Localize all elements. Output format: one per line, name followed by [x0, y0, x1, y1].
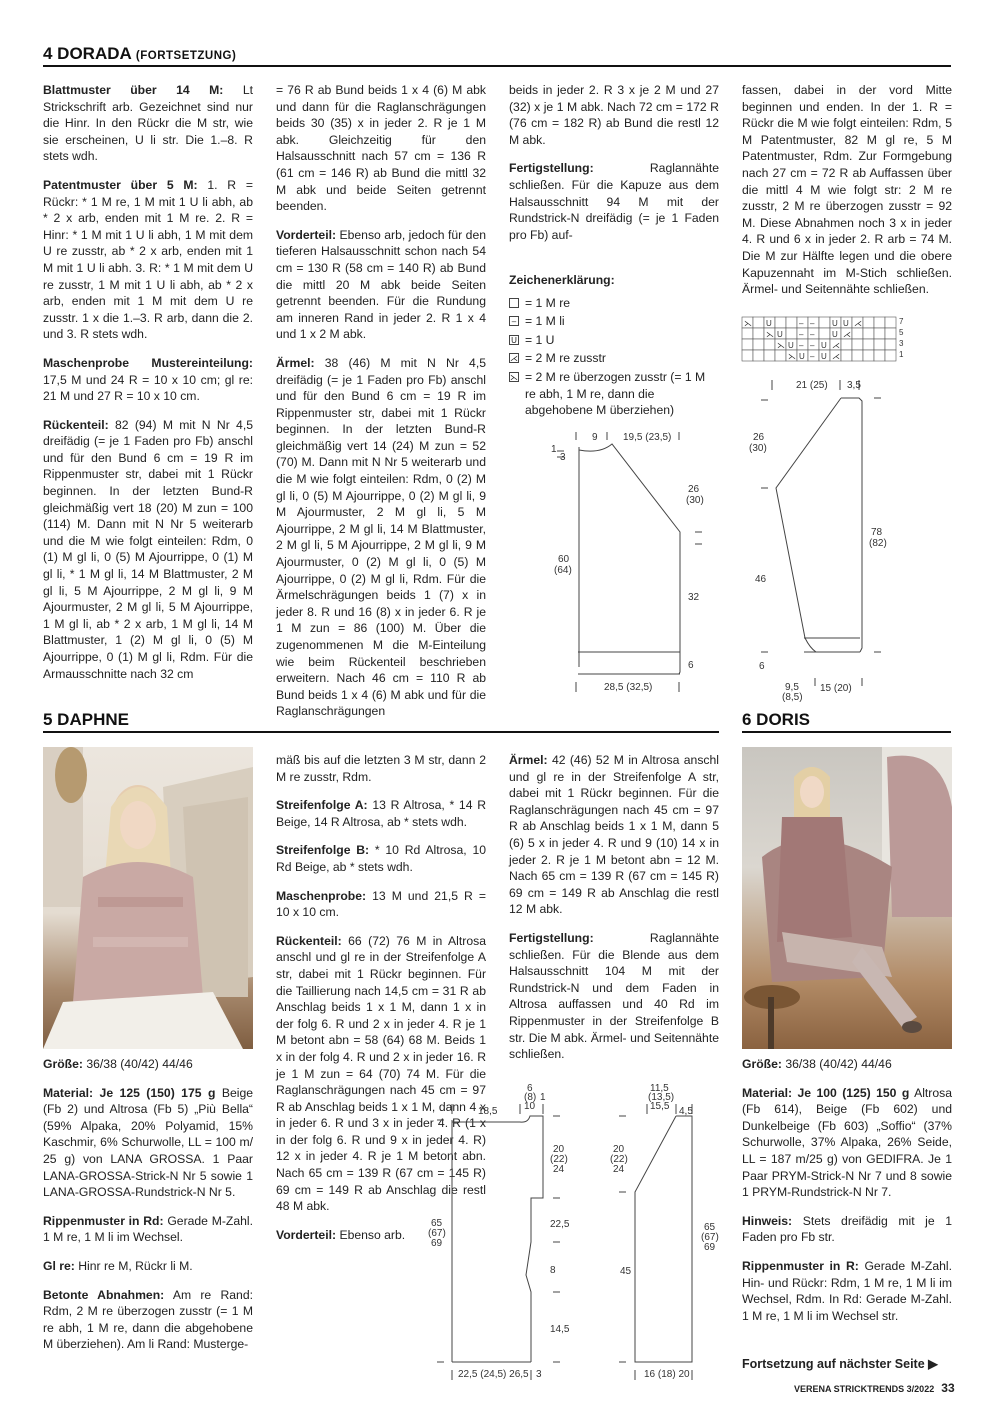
legend-symbol-icon: – — [509, 316, 519, 326]
chart-cell — [863, 350, 874, 361]
chart-row-5: 5 — [899, 328, 904, 337]
chart-cell — [764, 339, 775, 350]
chart-symbol: U — [788, 341, 794, 350]
paragraph — [276, 888, 486, 921]
dorada-sleeve-dim-b: 3,5 — [847, 380, 861, 391]
chart-symbol: ⋋ — [744, 319, 752, 328]
paragraph — [276, 842, 486, 875]
chart-symbol: – — [799, 319, 804, 328]
paragraph-text: Altrosa (Fb 614), Beige (Fb 602) und Dunkelbeige (Fb 603) „Soffio“ (37% Schurwolle, 37% Alpaka, 26% Seide, LL = 187 m/25 g) von GEDIFRA. Je 1 Paar PRYM-Strick-N Nr 7 und 8 sowie 1 PRYM-Rundstrick-N Nr 7. — [742, 1085, 953, 1200]
daphne-body-schematic — [428, 1080, 578, 1380]
chart-cell — [786, 328, 797, 339]
paragraph-heading: Fertigstellung: — [509, 161, 594, 176]
paragraph — [509, 160, 719, 243]
chart-symbol: U — [832, 330, 838, 339]
chart-cell — [775, 350, 786, 361]
paragraph — [43, 355, 253, 405]
chart-cell — [764, 350, 775, 361]
chart-cell — [753, 350, 764, 361]
chart-symbol: ⋌ — [832, 341, 840, 350]
paragraph-text: 38 (46) M mit N Nr 4,5 dreifädig (= je 1 Faden pro Fb) anschl und für den Bund 6 cm = 19 R im Rippenmuster str, dabei mit 1 Rückr beginnen. In der letzten Bund-R gleichmäßig vert 14 (24) M zun = 52 (70) M. Dann mit N Nr 5 weiterarb und die M wie folgt einteilen: Rdm, 0 (2) M gl li, 0 (5) M Ajourrippe, 0 (2) M gl li, 9 M Ajourmuster, 2 M gl li, 5 M Ajourrippe, 2 M gl li, 14 M Blattmuster, 2 M gl li, 5 M Ajourrippe, 2 M gl li, 9 M Ajourmuster, 0 (2) M gl li, 0 (5) M Ajourrippe, 0 (2) M gl li, Rdm. Für die Ärmelschrägungen beids 1 (7) x in jeder 8. R und 16 (8) x in jeder 6. R je 1 M zun = 86 (100) M. Über die zugenommenen M die M-Einteilung wie beim Rückenteil beschrieben erweitern. Nach 46 cm = 110 R ab Bund beids 1 x 4 (6) M abk und für die Raglanschrägungen — [276, 355, 486, 719]
chart-cell — [852, 339, 863, 350]
paragraph-heading: Blattmuster über 14 M: — [43, 83, 224, 97]
paragraph-heading: Rippenmuster in R: — [742, 1258, 859, 1273]
paragraph-text: = 76 R ab Bund beids 1 x 4 (6) M abk und dann für die Raglanschrägungen beids 30 (35) x in jeder 2. R je 1 M abk. Gleichzeitig für den Halsausschnitt nach 57 cm = 136 R (61 cm = 146 R) ab Bund die mittl 32 M abk und beide Seiten getrennt beenden. — [276, 83, 486, 214]
paragraph-heading: Betonte Abnahmen: — [43, 1287, 165, 1302]
dorada-sleeve-dim-g: 9,5 (8,5) — [782, 682, 803, 703]
legend-item — [509, 350, 719, 367]
dorada-body-dim-f: 60 (64) — [554, 554, 572, 576]
daphne-body-dim-i: 22,5 (24,5) 26,5 — [458, 1369, 529, 1380]
dorada-sleeve-dim-h: 15 (20) — [820, 683, 852, 694]
paragraph-heading: Material: Je 125 (150) 175 g — [43, 1085, 216, 1100]
legend-symbol-icon: U — [509, 335, 519, 345]
paragraph-heading: Ärmel: — [509, 753, 548, 767]
legend-text: = 2 M re zusstr — [525, 351, 606, 366]
paragraph-heading: Vorderteil: — [276, 227, 337, 242]
paragraph-text: Hinr re M, Rückr li M. — [78, 1258, 193, 1273]
section-5-rule — [43, 731, 719, 733]
paragraph-heading: Maschenprobe Mustereinteilung: — [43, 355, 253, 370]
chart-cell — [841, 350, 852, 361]
daphne-body-dim-d: 20 (22) 24 — [550, 1144, 568, 1175]
paragraph-heading: Material: Je 100 (125) 150 g — [742, 1085, 910, 1100]
paragraph-text: 36/38 (40/42) 44/46 — [86, 1057, 193, 1071]
dorada-sleeve-dim-d: 78 (82) — [869, 527, 887, 549]
chart-cell — [753, 328, 764, 339]
daphne-sleeve-dim-f: 16 (18) 20 — [644, 1369, 690, 1380]
paragraph — [742, 1085, 952, 1201]
chart-symbol: U — [821, 341, 827, 350]
legend-text: = 1 U — [525, 332, 555, 347]
paragraph — [276, 227, 486, 343]
paragraph-text: 13 R Altrosa, * 14 R Beige, 14 R Altrosa, ab * stets wdh. — [276, 798, 486, 829]
paragraph-text: 17,5 M und 24 R = 10 x 10 cm; gl re: 21 M und 27 R = 10 x 10 cm. — [43, 372, 253, 404]
dorada-body-dim-b: 19,5 (23,5) — [623, 432, 672, 443]
legend-list — [509, 295, 719, 419]
paragraph-text: 13 M und 21,5 R = 10 x 10 cm. — [276, 888, 486, 920]
chart-cell — [885, 350, 896, 361]
chart-cell — [841, 339, 852, 350]
paragraph-heading: Patentmuster über 5 M: — [43, 177, 198, 192]
paragraph — [742, 1056, 952, 1073]
paragraph-text: Am re Rand: Rdm, 2 M re überzogen zusstr (= 1 M re abh, 1 M re, dann die abgehobene M überziehen). Am li Rand: Musterge- — [43, 1287, 253, 1352]
paragraph-heading: Vorderteil: — [276, 1227, 337, 1242]
chart-cell — [852, 328, 863, 339]
paragraph-heading: Rückenteil: — [276, 933, 342, 948]
chart-symbol: U — [799, 352, 805, 361]
paragraph — [276, 797, 486, 830]
dorada-body-dim-i: 28,5 (32,5) — [604, 682, 653, 693]
paragraph — [276, 752, 486, 785]
chart-cell — [742, 350, 753, 361]
chart-symbol: U — [777, 330, 783, 339]
paragraph — [276, 82, 486, 215]
chart-symbol: ⋌ — [832, 352, 840, 361]
daphne-body-dim-a: 18,5 — [478, 1106, 498, 1117]
symbol-legend — [509, 272, 719, 421]
dorada-body-dim-a: 9 — [592, 432, 598, 443]
legend-symbol-icon — [509, 298, 519, 308]
legend-symbol-icon: ⋋ — [510, 372, 518, 382]
doris-photo — [742, 747, 952, 1049]
paragraph-heading: Streifenfolge B: — [276, 843, 370, 858]
paragraph-heading: Hinweis: — [742, 1213, 793, 1228]
paragraph-text: * 10 Rd Altrosa, 10 Rd Beige, ab * stets wdh. — [276, 843, 486, 874]
paragraph-text: Raglannähte schließen. Für die Blende aus dem Halsausschnitt 104 M mit der Rundstrick-N und dem Faden in Altrosa auffassen und 40 Rd im Rippenmuster in der Streifenfolge B str. Die M abk. Ärmel- und Seitennähte schließen. — [509, 930, 719, 1062]
daphne-body-dim-e: 65 (67) 69 — [428, 1218, 446, 1249]
section-4-rule — [43, 65, 951, 67]
paragraph-heading: Rückenteil: — [43, 417, 109, 432]
daphne-sleeve-schematic — [610, 1080, 720, 1380]
chart-cell — [863, 339, 874, 350]
chart-row-7: 7 — [899, 317, 904, 326]
dorada-column-3 — [509, 82, 719, 255]
daphne-photo-illustration — [43, 747, 253, 1049]
chart-cell — [742, 339, 753, 350]
chart-symbol: U — [832, 319, 838, 328]
chart-cell — [863, 317, 874, 328]
daphne-photo — [43, 747, 253, 1049]
chart-symbol: U — [821, 352, 827, 361]
dorada-body-dim-h: 6 — [688, 660, 694, 671]
chart-row-3: 3 — [899, 339, 904, 348]
paragraph — [43, 82, 253, 165]
paragraph-text: Stets dreifädig mit je 1 Faden pro Fb str. — [742, 1213, 953, 1245]
daphne-sleeve-dim-a: 11,5 (13,5) 15,5 — [648, 1083, 675, 1112]
paragraph — [43, 1085, 253, 1201]
daphne-column-3 — [509, 752, 719, 1075]
chart-symbol: – — [810, 319, 815, 328]
chart-symbol: – — [799, 330, 804, 339]
chart-cell — [885, 328, 896, 339]
paragraph — [43, 1056, 253, 1073]
paragraph-text: Beige (Fb 2) und Altrosa (Fb 5) „Più Bella“ (59% Alpaka, 20% Polyamid, 15% Kaschmir, 6% Schurwolle, LL = 100 m/ 25 g) von LANA GROSSA. 1 Paar LANA-GROSSA-Strick-N Nr 5 sowie 1 LANA-GROSSA-Rundstrick-N Nr 5. — [43, 1085, 254, 1200]
doris-photo-illustration — [742, 747, 952, 1049]
dorada-sleeve-dim-f: 6 — [759, 661, 765, 672]
chart-symbol: ⋌ — [854, 319, 862, 328]
chart-cell — [742, 328, 753, 339]
paragraph — [43, 1287, 253, 1353]
chart-symbol: ⋋ — [777, 341, 785, 350]
chart-cell — [863, 328, 874, 339]
chart-cell — [819, 328, 830, 339]
dorada-column-1 — [43, 82, 253, 694]
daphne-sleeve-dim-d: 65 (67) 69 — [701, 1222, 719, 1253]
paragraph-heading: Maschenprobe: — [276, 888, 367, 903]
chart-cell — [874, 339, 885, 350]
legend-item — [509, 295, 719, 312]
paragraph — [276, 355, 486, 720]
section-4-title: 4 DORADA (FORTSETZUNG) — [43, 44, 237, 63]
paragraph-text: fassen, dabei in der vord Mitte beginnen und enden. In der 1. R = Rückr die M wie folgt einteilen: Rdm, 5 M Patentmuster, 82 M gl re, 5 M Patentmuster, Rdm. Zur Formgebung nach 27 cm = 72 R ab Auffassen über die mittl 4 M wie folgt str: 2 M re zusstr, 2 M re überzogen zusstr = 92 M. Diese Abnahmen noch 3 x in jeder 4. R und 6 x in jeder 2. R arb = 74 M. Die M zur Hälfte legen und die obere Kapuzennaht im M-Stich schließen. Ärmel- und Seitennähte schließen. — [742, 83, 952, 297]
daphne-sleeve-dim-c: 20 (22) 24 — [610, 1144, 628, 1175]
doris-column — [742, 1056, 952, 1336]
chart-symbol: – — [810, 352, 815, 361]
dorada-body-dim-d: 3 — [560, 452, 566, 463]
daphne-body-dim-j: 3 — [536, 1369, 542, 1380]
paragraph-text: 1. R = Rückr: * 1 M re, 1 M mit 1 U li abh, ab * 2 x arb, enden mit 1 M re. 2. R = Hinr: * 1 M mit 1 U li abh, 1 M mit dem U re zusstr, ab * 2 x arb, enden mit 1 M mit 1 U li abh. 3. R: * 1 M mit dem U re zusstr, 1 M mit 1 U li abh, ab * 2 x arb, enden mit 1 M mit dem U re zusstr. 1 x die 1.–3. R arb, dann die 2. und 3. R stets wdh. — [43, 177, 253, 342]
legend-item — [509, 369, 719, 419]
paragraph — [742, 82, 952, 298]
paragraph-text: Raglannähte schließen. Für die Kapuze aus dem Halsausschnitt 94 M mit der Rundstrick-N dreifädig (= je 1 Faden pro Fb) auf- — [509, 161, 719, 242]
page-number: 33 — [941, 1381, 955, 1395]
paragraph-heading: Größe: — [43, 1057, 83, 1071]
paragraph — [742, 1258, 952, 1324]
chart-symbol: U — [843, 319, 849, 328]
chart-cell — [753, 339, 764, 350]
chart-cell — [885, 317, 896, 328]
daphne-sleeve-dim-b: 4,5 — [679, 1106, 693, 1117]
chart-cell — [874, 350, 885, 361]
chart-symbol: – — [799, 341, 804, 350]
chart-symbol: – — [810, 341, 815, 350]
paragraph-heading: Größe: — [742, 1057, 782, 1071]
daphne-body-dim-c: 1 — [540, 1092, 546, 1103]
legend-item — [509, 313, 719, 330]
paragraph-text: Gerade M-Zahl. 1 M re, 1 M li im Wechsel. — [43, 1213, 254, 1245]
paragraph-heading: Rippenmuster in Rd: — [43, 1213, 164, 1228]
paragraph-heading: Streifenfolge A: — [276, 798, 368, 813]
paragraph-text: mäß bis auf die letzten 3 M str, dann 2 M re zusstr, Rdm. — [276, 753, 486, 784]
dorada-sleeve-dim-a: 21 (25) — [796, 380, 828, 391]
section-5-title: 5 DAPHNE — [43, 710, 129, 729]
paragraph — [43, 177, 253, 343]
paragraph — [509, 82, 719, 148]
paragraph — [742, 1213, 952, 1246]
paragraph-text: 36/38 (40/42) 44/46 — [785, 1057, 892, 1071]
chart-cell — [753, 317, 764, 328]
chart-symbol: – — [810, 330, 815, 339]
daphne-body-dim-b: 6 (8) 10 — [524, 1083, 537, 1112]
chart-cell — [874, 317, 885, 328]
chart-cell — [852, 350, 863, 361]
chart-row-1: 1 — [899, 350, 904, 359]
chart-cell — [874, 328, 885, 339]
paragraph — [509, 930, 719, 1063]
paragraph-text: Ebenso arb, jedoch für den tieferen Halsausschnitt schon nach 54 cm = 130 R (58 cm = 140 R) ab Bund die mittl 20 M abk beide Seiten getrennt beenden. Für die Rundung am inneren Rand in jeder 2. R 1 x 4 und 1 x 2 M abk. — [276, 227, 486, 342]
legend-symbol-icon: ⋌ — [510, 354, 518, 364]
legend-text: = 2 M re überzogen zusstr (= 1 M re abh, 1 M re, dann die abgehobene M überziehen) — [525, 369, 706, 418]
chart-symbol: U — [766, 319, 772, 328]
legend-text: = 1 M re — [525, 295, 571, 310]
paragraph — [43, 1258, 253, 1275]
dorada-body-dim-e: 26 (30) — [686, 484, 704, 506]
paragraph — [43, 417, 253, 683]
section-6-rule — [742, 731, 951, 733]
dorada-column-4 — [742, 82, 952, 310]
paragraph-text: 82 (94) M mit N Nr 4,5 dreifädig (= je 1 Faden pro Fb) anschl und für den Bund 6 cm = 19 R im Rippenmuster str, dabei mit 1 Rückr beginnen. In der letzten Bund-R gleichmäßig vert 18 (20) M zun = 100 (114) M. Dann mit N Nr 5 weiterarb und die M wie folgt einteilen: Rdm, 0 (1) M gl li, 0 (5) M Ajourrippe, 0 (1) M gl li, * 1 M gl li, 14 M Blattmuster, 2 M gl li, 5 M Ajourrippe, 2 M gl li, 9 M Ajourmuster, 2 M gl li, 5 M Ajourrippe, 1 M gl li, ab * 2 x arb, 1 M gl li, 14 M Blattmuster, 1 (2) M gl li, 0 (5) M Ajourrippe, 0 (1) M gl li, Rdm. Für die Armausschnitte nach 32 cm — [43, 417, 253, 681]
chart-cell — [885, 339, 896, 350]
dorada-sleeve-dim-e: 46 — [755, 574, 767, 585]
daphne-sleeve-dim-e: 45 — [620, 1266, 632, 1277]
legend-title: Zeichenerklärung: — [509, 273, 615, 287]
daphne-body-dim-g: 8 — [550, 1265, 556, 1276]
page-footer — [794, 1381, 955, 1395]
chart-symbol: ⋋ — [766, 330, 774, 339]
chart-cell — [819, 317, 830, 328]
chart-symbol: ⋌ — [843, 330, 851, 339]
paragraph-text: 66 (72) 76 M in Altrosa anschl und gl re in der Streifenfolge A str, dabei mit 1 Rückr beginnen. Für die Taillierung nach 14,5 cm = 31 R ab Anschlag beids 1 x 1 M, dann 1 x in der folg 6. R und 2 x in jeder 4. R je 1 M betont abn = 58 (64) 68 M. Beids 1 x in der folg 4. R und 2 x in jeder 16. R je 1 M zun = 64 (70) 74 M. Für die Raglanschrägungen nach 45 cm = 97 R ab Anschlag beids 1 x 1 M, dann 4 x in jeder 6. R und 3 x in jeder 4. R (1 x in der folg 6. R und 9 x in jeder 4. R) 12 x in jeder 4. R je 1 M betont abn. Nach 65 cm = 139 R (67 cm = 145 R) 69 cm = 149 R ab Anschlag die restl 48 M abk. — [276, 933, 486, 1214]
chart-cell — [775, 317, 786, 328]
dorada-body-schematic — [540, 420, 740, 710]
paragraph-text: 42 (46) 52 M in Altrosa anschl und gl re in der Streifenfolge A str, dabei mit 1 Rückr beginnen. Für die Raglanschrägungen nach 45 cm = 97 R ab Anschlag beids 1 x 1 M, dann 5 (6) 5 x in jeder 4. R und 9 (10) 14 x in jeder 2. R je 1 M betont abn = 12 M. Nach 65 cm = 139 R (67 cm = 145 R) 69 cm = 149 R ab Anschlag die restl 12 M abk. — [509, 753, 719, 917]
chart-symbol: ⋋ — [788, 352, 796, 361]
dorada-sleeve-dim-c: 26 (30) — [749, 432, 767, 454]
section-6-title: 6 DORIS — [742, 710, 811, 729]
paragraph-text: beids in jeder 2. R 3 x je 2 M und 27 (32) x je 1 M abk. Nach 72 cm = 172 R (76 cm = 182 R) ab Bund die restl 12 M abk. — [509, 83, 719, 147]
daphne-body-dim-f: 22,5 — [550, 1219, 570, 1230]
paragraph — [509, 752, 719, 918]
paragraph-text: Gerade M-Zahl. Hin- und Rückr: Rdm, 1 M re, 1 M li im Wechsel, Rdm. In Rd: Gerade M-Zahl. 1 M re, 1 M li im Wechsel str. — [742, 1258, 953, 1323]
knitting-chart — [740, 316, 912, 362]
continued-next-page: Fortsetzung auf nächster Seite ▶ — [742, 1357, 938, 1371]
magazine-name: VERENA STRICKTRENDS 3/2022 — [794, 1384, 935, 1394]
paragraph-text: Ebenso arb. — [339, 1227, 406, 1242]
paragraph — [43, 1213, 253, 1246]
dorada-sleeve-schematic — [748, 378, 908, 708]
daphne-body-dim-h: 14,5 — [550, 1324, 570, 1335]
legend-text: = 1 M li — [525, 314, 565, 329]
paragraph-text: Lt Strickschrift arb. Gezeichnet sind nur die Hinr. In den Rückr die M str, wie sie erscheinen, U li str. Die 1.–8. R stets wdh. — [43, 83, 253, 164]
legend-item — [509, 332, 719, 349]
dorada-body-dim-g: 32 — [688, 592, 700, 603]
daphne-column-1 — [43, 1056, 253, 1365]
dorada-body-dim-c: 1 — [551, 444, 557, 455]
paragraph-heading: Ärmel: — [276, 355, 315, 370]
dorada-column-2 — [276, 82, 486, 732]
paragraph-heading: Gl re: — [43, 1258, 75, 1273]
paragraph-heading: Fertigstellung: — [509, 930, 594, 945]
chart-cell — [786, 317, 797, 328]
